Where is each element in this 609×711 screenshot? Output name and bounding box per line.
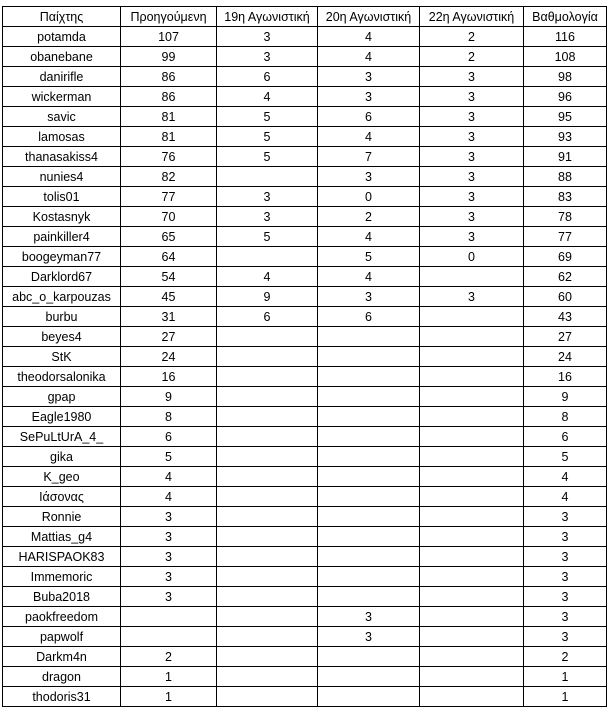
cell-round-22	[420, 367, 524, 387]
cell-player: paokfreedom	[3, 607, 121, 627]
cell-player: K_geo	[3, 467, 121, 487]
cell-player: theodorsalonika	[3, 367, 121, 387]
cell-total: 3	[524, 627, 607, 647]
cell-player: Darklord67	[3, 267, 121, 287]
cell-previous: 82	[121, 167, 217, 187]
cell-round-20: 4	[318, 27, 420, 47]
cell-previous: 5	[121, 447, 217, 467]
cell-total: 3	[524, 507, 607, 527]
table-row	[3, 27, 607, 47]
table-row	[3, 327, 607, 347]
cell-previous: 54	[121, 267, 217, 287]
cell-round-22	[420, 487, 524, 507]
cell-round-20	[318, 647, 420, 667]
cell-total: 27	[524, 327, 607, 347]
cell-round-19	[217, 167, 318, 187]
cell-previous: 86	[121, 87, 217, 107]
cell-previous: 64	[121, 247, 217, 267]
standings-table	[2, 6, 607, 707]
cell-previous: 16	[121, 367, 217, 387]
cell-round-19	[217, 587, 318, 607]
cell-player: wickerman	[3, 87, 121, 107]
cell-round-19: 4	[217, 87, 318, 107]
cell-player: potamda	[3, 27, 121, 47]
table-row	[3, 607, 607, 627]
cell-round-20	[318, 347, 420, 367]
table-row	[3, 547, 607, 567]
cell-round-20	[318, 427, 420, 447]
cell-total: 91	[524, 147, 607, 167]
cell-player: Ronnie	[3, 507, 121, 527]
cell-previous: 27	[121, 327, 217, 347]
cell-total: 43	[524, 307, 607, 327]
cell-round-19	[217, 507, 318, 527]
cell-round-22	[420, 407, 524, 427]
table-row	[3, 167, 607, 187]
cell-previous: 107	[121, 27, 217, 47]
table-row	[3, 67, 607, 87]
cell-player: painkiller4	[3, 227, 121, 247]
cell-round-19	[217, 467, 318, 487]
cell-round-20: 3	[318, 167, 420, 187]
cell-round-22	[420, 307, 524, 327]
cell-round-19	[217, 347, 318, 367]
cell-round-22	[420, 427, 524, 447]
table-row	[3, 387, 607, 407]
cell-round-20	[318, 447, 420, 467]
cell-previous: 45	[121, 287, 217, 307]
cell-previous: 3	[121, 507, 217, 527]
cell-player: Buba2018	[3, 587, 121, 607]
cell-total: 3	[524, 567, 607, 587]
header-round-20: 20η Αγωνιστική	[318, 7, 420, 27]
cell-round-20	[318, 547, 420, 567]
cell-total: 4	[524, 487, 607, 507]
cell-round-19: 6	[217, 67, 318, 87]
cell-previous	[121, 607, 217, 627]
table-row	[3, 507, 607, 527]
cell-round-20	[318, 687, 420, 707]
cell-round-20: 3	[318, 87, 420, 107]
header-total: Βαθμολογία	[524, 7, 607, 27]
cell-total: 6	[524, 427, 607, 447]
table-row	[3, 527, 607, 547]
cell-round-20: 7	[318, 147, 420, 167]
cell-round-19: 5	[217, 107, 318, 127]
table-row	[3, 647, 607, 667]
cell-round-22	[420, 347, 524, 367]
cell-player: thanasakiss4	[3, 147, 121, 167]
cell-previous: 77	[121, 187, 217, 207]
cell-round-22	[420, 527, 524, 547]
cell-total: 16	[524, 367, 607, 387]
cell-round-22	[420, 567, 524, 587]
cell-previous: 99	[121, 47, 217, 67]
cell-round-22: 2	[420, 27, 524, 47]
cell-previous: 6	[121, 427, 217, 447]
cell-previous: 86	[121, 67, 217, 87]
cell-round-22: 3	[420, 187, 524, 207]
cell-player: abc_o_karpouzas	[3, 287, 121, 307]
cell-previous: 81	[121, 127, 217, 147]
cell-previous: 4	[121, 467, 217, 487]
cell-round-20: 2	[318, 207, 420, 227]
header-player: Παίχτης	[3, 7, 121, 27]
cell-round-22: 3	[420, 287, 524, 307]
table-row	[3, 227, 607, 247]
cell-total: 88	[524, 167, 607, 187]
cell-round-19	[217, 687, 318, 707]
cell-player: SePuLtUrA_4_	[3, 427, 121, 447]
cell-round-22	[420, 607, 524, 627]
cell-round-22	[420, 627, 524, 647]
cell-round-19: 3	[217, 187, 318, 207]
cell-round-19: 3	[217, 27, 318, 47]
cell-player: dragon	[3, 667, 121, 687]
cell-round-22: 3	[420, 87, 524, 107]
table-row	[3, 427, 607, 447]
cell-round-19	[217, 527, 318, 547]
cell-round-22	[420, 267, 524, 287]
cell-player: Kostasnyk	[3, 207, 121, 227]
cell-total: 24	[524, 347, 607, 367]
cell-player: Mattias_g4	[3, 527, 121, 547]
cell-player: gpap	[3, 387, 121, 407]
cell-player: burbu	[3, 307, 121, 327]
cell-round-20	[318, 507, 420, 527]
cell-round-22: 3	[420, 227, 524, 247]
cell-round-20	[318, 407, 420, 427]
cell-previous: 31	[121, 307, 217, 327]
header-round-22: 22η Αγωνιστική	[420, 7, 524, 27]
cell-round-22	[420, 687, 524, 707]
cell-round-20: 4	[318, 227, 420, 247]
cell-player: nunies4	[3, 167, 121, 187]
cell-round-19	[217, 607, 318, 627]
cell-total: 60	[524, 287, 607, 307]
cell-round-19	[217, 327, 318, 347]
cell-player: Immemoric	[3, 567, 121, 587]
cell-round-19: 3	[217, 47, 318, 67]
cell-round-22	[420, 667, 524, 687]
cell-round-22	[420, 507, 524, 527]
table-row	[3, 287, 607, 307]
cell-round-20	[318, 327, 420, 347]
cell-round-22	[420, 587, 524, 607]
cell-total: 95	[524, 107, 607, 127]
cell-previous	[121, 627, 217, 647]
cell-player: danirifle	[3, 67, 121, 87]
cell-round-22: 3	[420, 147, 524, 167]
cell-player: obanebane	[3, 47, 121, 67]
cell-round-19	[217, 407, 318, 427]
header-round-19: 19η Αγωνιστική	[217, 7, 318, 27]
cell-previous: 9	[121, 387, 217, 407]
cell-round-19	[217, 647, 318, 667]
cell-round-22	[420, 387, 524, 407]
cell-round-20	[318, 487, 420, 507]
cell-previous: 76	[121, 147, 217, 167]
cell-total: 83	[524, 187, 607, 207]
cell-round-19	[217, 667, 318, 687]
cell-round-20	[318, 667, 420, 687]
cell-total: 8	[524, 407, 607, 427]
cell-round-20: 3	[318, 607, 420, 627]
table-row	[3, 87, 607, 107]
cell-round-20: 6	[318, 107, 420, 127]
table-row	[3, 307, 607, 327]
cell-player: beyes4	[3, 327, 121, 347]
table-row	[3, 687, 607, 707]
table-row	[3, 447, 607, 467]
cell-total: 93	[524, 127, 607, 147]
cell-round-19: 4	[217, 267, 318, 287]
cell-previous: 4	[121, 487, 217, 507]
cell-round-20	[318, 467, 420, 487]
cell-round-20: 0	[318, 187, 420, 207]
cell-round-20: 4	[318, 127, 420, 147]
table-row	[3, 487, 607, 507]
cell-previous: 3	[121, 587, 217, 607]
cell-player: lamosas	[3, 127, 121, 147]
cell-player: HARISPAOK83	[3, 547, 121, 567]
cell-round-19	[217, 247, 318, 267]
cell-round-19	[217, 387, 318, 407]
cell-previous: 3	[121, 547, 217, 567]
cell-previous: 8	[121, 407, 217, 427]
cell-round-19	[217, 367, 318, 387]
cell-round-19: 5	[217, 147, 318, 167]
table-row	[3, 467, 607, 487]
cell-player: StK	[3, 347, 121, 367]
table-row	[3, 127, 607, 147]
cell-previous: 1	[121, 667, 217, 687]
cell-player: boogeyman77	[3, 247, 121, 267]
cell-round-22: 2	[420, 47, 524, 67]
cell-round-20	[318, 567, 420, 587]
cell-total: 78	[524, 207, 607, 227]
cell-round-19	[217, 487, 318, 507]
cell-round-22: 3	[420, 207, 524, 227]
cell-round-19: 6	[217, 307, 318, 327]
cell-round-22	[420, 327, 524, 347]
header-row	[3, 7, 607, 27]
table-row	[3, 347, 607, 367]
table-header	[3, 7, 607, 27]
cell-round-19	[217, 627, 318, 647]
cell-round-22	[420, 447, 524, 467]
cell-round-19: 9	[217, 287, 318, 307]
cell-round-22: 3	[420, 127, 524, 147]
cell-total: 108	[524, 47, 607, 67]
table-row	[3, 267, 607, 287]
cell-total: 9	[524, 387, 607, 407]
cell-round-19: 5	[217, 127, 318, 147]
cell-player: Eagle1980	[3, 407, 121, 427]
table-body	[3, 27, 607, 707]
cell-round-19	[217, 567, 318, 587]
cell-player: tolis01	[3, 187, 121, 207]
table-row	[3, 567, 607, 587]
table-row	[3, 587, 607, 607]
cell-round-22: 3	[420, 67, 524, 87]
cell-round-22: 0	[420, 247, 524, 267]
cell-round-20: 6	[318, 307, 420, 327]
cell-round-22	[420, 547, 524, 567]
cell-player: papwolf	[3, 627, 121, 647]
cell-round-22	[420, 467, 524, 487]
cell-total: 69	[524, 247, 607, 267]
cell-total: 3	[524, 587, 607, 607]
cell-round-22	[420, 647, 524, 667]
cell-player: Darkm4n	[3, 647, 121, 667]
cell-round-20: 3	[318, 287, 420, 307]
cell-previous: 1	[121, 687, 217, 707]
cell-round-20	[318, 387, 420, 407]
table-row	[3, 107, 607, 127]
cell-round-20	[318, 527, 420, 547]
cell-previous: 81	[121, 107, 217, 127]
cell-total: 3	[524, 607, 607, 627]
table-row	[3, 187, 607, 207]
cell-total: 4	[524, 467, 607, 487]
cell-total: 62	[524, 267, 607, 287]
table-row	[3, 47, 607, 67]
cell-round-20: 3	[318, 67, 420, 87]
header-previous: Προηγούμενη	[121, 7, 217, 27]
cell-total: 3	[524, 527, 607, 547]
cell-round-20: 4	[318, 47, 420, 67]
cell-round-22: 3	[420, 107, 524, 127]
cell-total: 1	[524, 687, 607, 707]
cell-player: gika	[3, 447, 121, 467]
cell-round-19	[217, 427, 318, 447]
cell-total: 98	[524, 67, 607, 87]
cell-round-20: 5	[318, 247, 420, 267]
cell-round-20	[318, 587, 420, 607]
cell-round-19	[217, 447, 318, 467]
cell-round-19	[217, 547, 318, 567]
cell-total: 116	[524, 27, 607, 47]
cell-previous: 3	[121, 527, 217, 547]
cell-round-22: 3	[420, 167, 524, 187]
cell-player: savic	[3, 107, 121, 127]
cell-previous: 70	[121, 207, 217, 227]
cell-previous: 2	[121, 647, 217, 667]
cell-previous: 65	[121, 227, 217, 247]
cell-player: Ιάσονας	[3, 487, 121, 507]
cell-round-20: 4	[318, 267, 420, 287]
cell-total: 77	[524, 227, 607, 247]
cell-total: 96	[524, 87, 607, 107]
table-row	[3, 207, 607, 227]
table-row	[3, 407, 607, 427]
cell-total: 1	[524, 667, 607, 687]
cell-previous: 3	[121, 567, 217, 587]
table-row	[3, 627, 607, 647]
cell-round-20	[318, 367, 420, 387]
cell-total: 3	[524, 547, 607, 567]
cell-total: 5	[524, 447, 607, 467]
table-row	[3, 147, 607, 167]
cell-round-19: 5	[217, 227, 318, 247]
table-row	[3, 247, 607, 267]
table-row	[3, 367, 607, 387]
cell-round-20: 3	[318, 627, 420, 647]
cell-player: thodoris31	[3, 687, 121, 707]
cell-round-19: 3	[217, 207, 318, 227]
cell-total: 2	[524, 647, 607, 667]
cell-previous: 24	[121, 347, 217, 367]
table-row	[3, 667, 607, 687]
